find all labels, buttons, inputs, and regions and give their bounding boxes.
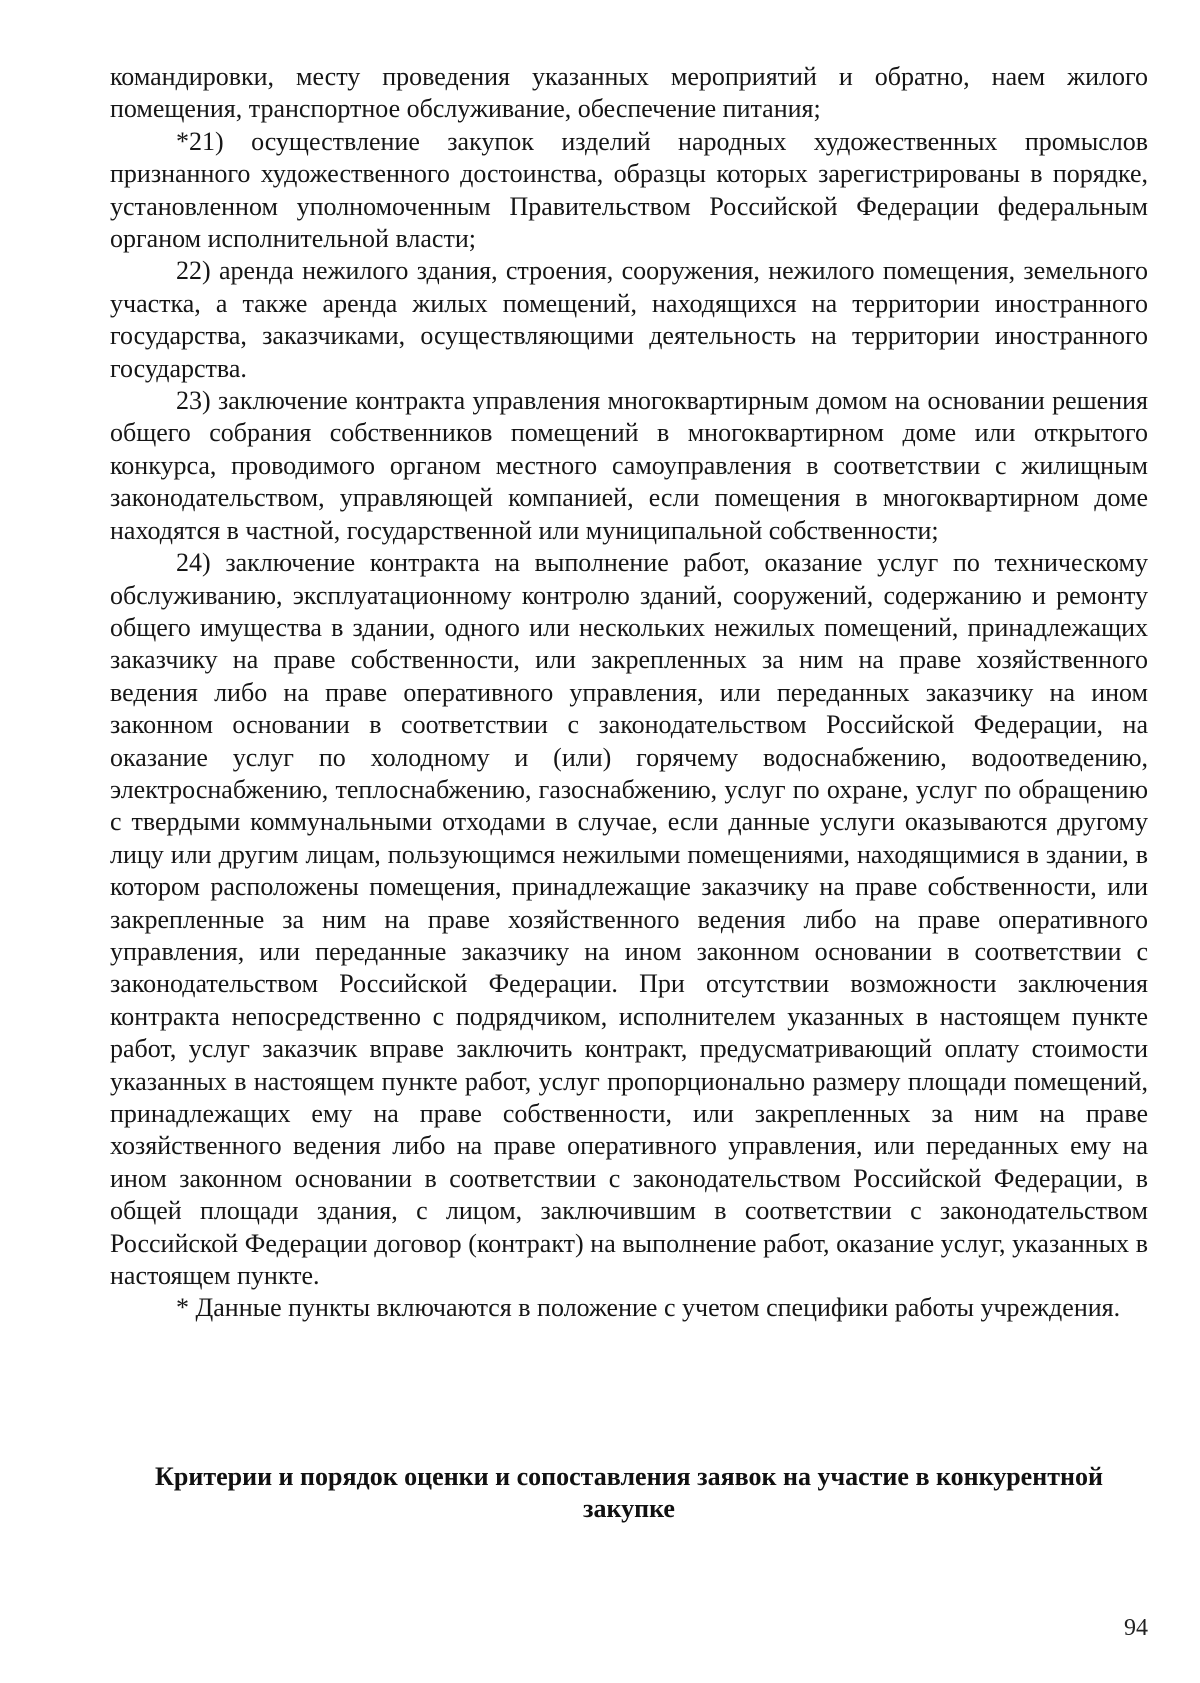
paragraph-item-21: *21) осуществление закупок изделий народных художественных промыслов признанного художественного достоинства, образцы которых зарегистрированы в порядке, установленном уполномоченным Правительством Российской Федерации федеральным органом исполнительной власти; xyxy=(110,126,1148,254)
page-number: 94 xyxy=(1124,1615,1148,1641)
paragraph-footnote: * Данные пункты включаются в положение с учетом специфики работы учреждения. xyxy=(176,1293,1121,1323)
document-body xyxy=(110,61,1148,1325)
paragraph-item-22: 22) аренда нежилого здания, строения, сооружения, нежилого помещения, земельного участка, а также аренда жилых помещений, находящихся на территории иностранного государства, заказчиками, осуществляющими деятельность на территории иностранного государства. xyxy=(110,256,1148,383)
paragraph-continuation: командировки, месту проведения указанных мероприятий и обратно, наем жилого помещения, транспортное обслуживание, обеспечение питания; xyxy=(110,62,1148,124)
paragraph-item-23: 23) заключение контракта управления многоквартирным домом на основании решения общего собрания собственников помещений в многоквартирном доме или открытого конкурса, проводимого органом местного самоуправления в соответствии с жилищным законодательством, управляющей компанией, если помещения в многоквартирном доме находятся в частной, государственной или муниципальной собственности; xyxy=(110,386,1148,545)
section-heading: Критерии и порядок оценки и сопоставления заявок на участие в конкурентной закупке xyxy=(155,1462,1103,1523)
paragraph-item-24: 24) заключение контракта на выполнение работ, оказание услуг по техническому обслуживанию, эксплуатационному контролю зданий, сооружений, содержанию и ремонту общего имущества в здании, одного или нескольких нежилых помещений, принадлежащих заказчику на праве собственности, или закрепленных за ним на праве хозяйственного ведения либо на праве оперативного управления, или переданных заказчику на ином законном основании в соответствии с законодательством Российской Федерации, на оказание услуг по холодному и (или) горячему водоснабжению, водоотведению, электроснабжению, теплоснабжению, газоснабжению, услуг по охране, услуг по обращению с твердыми коммунальными отходами в случае, если данные услуги оказываются другому лицу или другим лицам, пользующимся нежилыми помещениями, находящимися в здании, в котором расположены помещения, принадлежащие заказчику на праве собственности, или закрепленные за ним на праве хозяйственного ведения либо на праве оперативного управления, или переданные заказчику на ином законном основании в соответствии с законодательством Российской Федерации. При отсутствии возможности заключения контракта непосредственно с подрядчиком, исполнителем указанных в настоящем пункте работ, услуг заказчик вправе заключить контракт, предусматривающий оплату стоимости указанных в настоящем пункте работ, услуг пропорционально размеру площади помещений, принадлежащих ему на праве собственности, или закрепленных за ним на праве хозяйственного ведения либо на праве оперативного управления, или переданных ему на ином законном основании в соответствии с законодательством Российской Федерации, в общей площади здания, с лицом, заключившим в соответствии с законодательством Российской Федерации договор (контракт) на выполнение работ, оказание услуг, указанных в настоящем пункте. xyxy=(110,548,1148,1291)
